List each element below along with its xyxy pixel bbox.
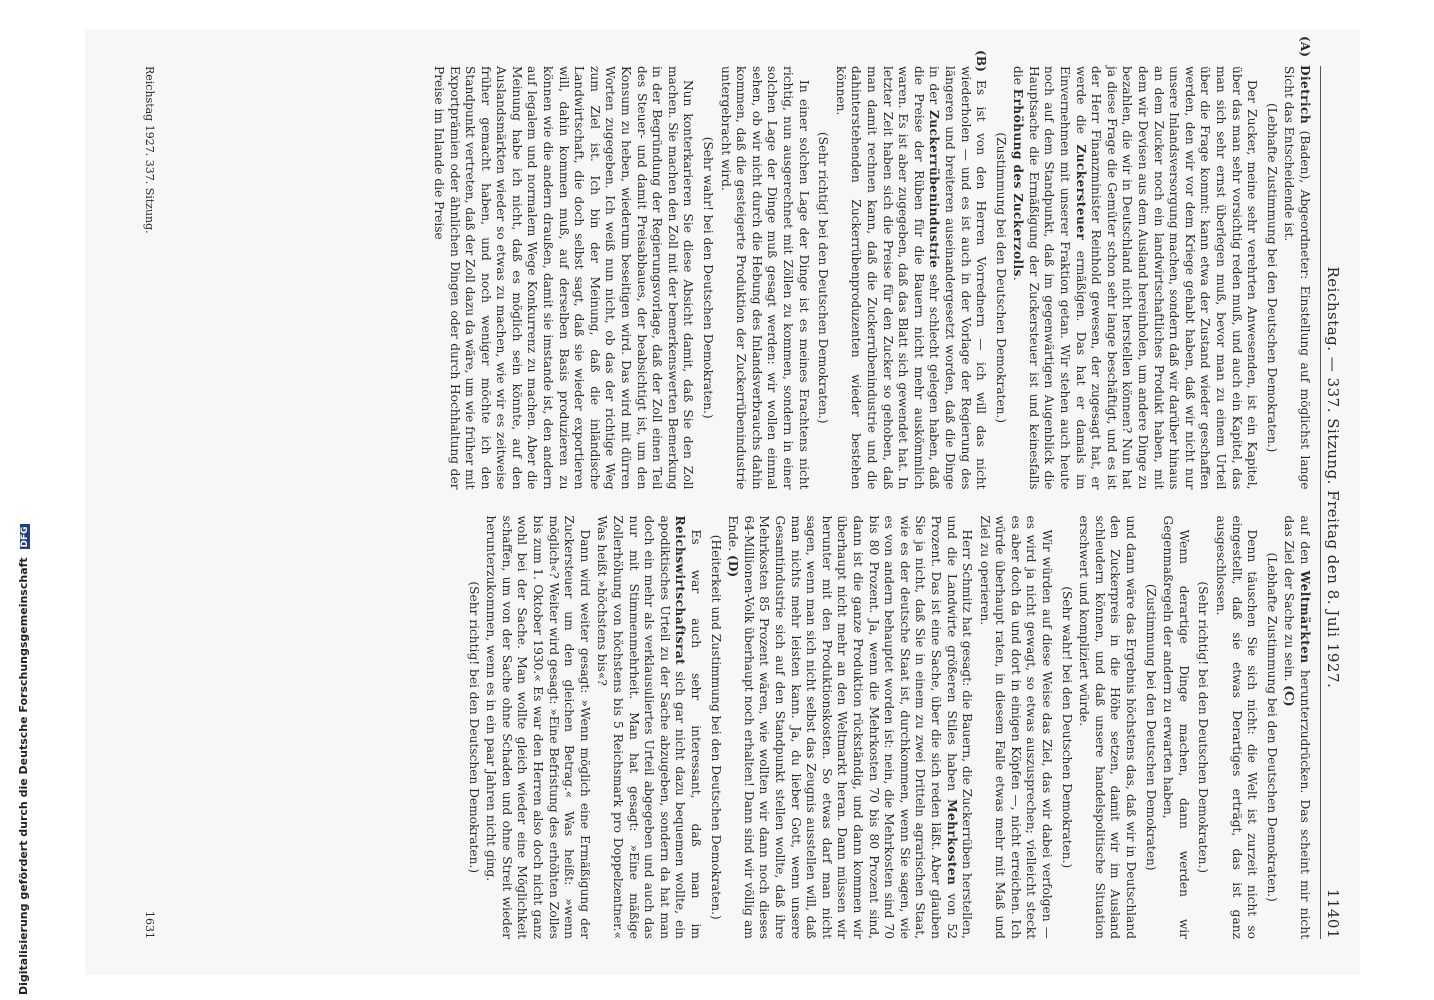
footer-session: Reichstag 1927. 337. Sitzung. (143, 66, 156, 234)
marker-c: (C) (1282, 685, 1297, 707)
paragraph-text: Herr Schmitz hat gesagt: die Bauern, die Zuckerrüben herstellen, und die Landwirte größeren Stiles haben (944, 515, 975, 939)
paragraph-text: Einstellung auf möglichst lange Sicht das Entscheidende ist. (1282, 66, 1312, 490)
credit-text: Digitalisierung gefördert durch die Deutsche Forschungsgemeinschaft (17, 557, 30, 995)
emphasis: Reichswirtschaftsrat (673, 515, 688, 666)
paragraph-text: sehr schlecht gelegen haben, daß die Preise der Rüben für die Bauern nicht mehr auskömmlich waren. Es ist aber zugegeben, daß das Blatt sich gewendet hat. In letzter Zeit haben sich die Preise für den Zucker so gehoben, daß man damit rechnen kann, daß die Zuckerrübenindustrie und die dahinterstehenden Zuckerrübenproduzenten wieder bestehen können. (833, 66, 942, 490)
column-right (162, 516, 1312, 940)
header-title: Reichstag. — 337. Sitzung. Freitag den 8. Juli 1927. (1324, 266, 1342, 689)
speaker-role: (Baden), Abgeordneter: (1298, 124, 1312, 280)
paragraph: Denn täuschen Sie sich nicht: die Welt ist zurzeit nicht so eingestellt, daß sie etwas Derartiges erträgt, das ist ganz ausgeschlossen. (1214, 515, 1260, 939)
paragraph (1281, 36, 1312, 490)
digitization-credit (0, 0, 30, 1000)
page-header (1320, 66, 1342, 939)
reaction: (Sehr richtig! bei den Deutschen Demokraten.) (1196, 581, 1211, 874)
text-columns (162, 36, 1312, 939)
speaker-name: Dietrich (1298, 65, 1312, 125)
emphasis: Zuckerrübenindustrie (927, 109, 942, 269)
emphasis: Weltmärkten (1298, 570, 1312, 664)
paragraph-text: Es ist von den Herren Vorrednern — ich will das nicht wiederholen — und es ist auch in der Vorlage der Regierung des längeren und breiteren auseinandergesetzt worden, daß die Dinge in der (927, 66, 989, 490)
column-left (162, 36, 1312, 490)
marker-b: (B) (974, 50, 989, 72)
paragraph: Wir würden auf diese Weise das Ziel, das wir dabei verfolgen — es wird ja nicht gewagt, so etwas auszusprechen; vielleicht steckt es aber doch da und dort in einigen Köpfen —, nicht erreichen. Ich würde überhaupt raten, in diesem Falle etwas mehr mit Maß und Ziel zu operieren. (977, 515, 1055, 939)
paragraph: Wenn derartige Dinge machen, dann werden wir Gegenmaßregeln der andern zu erwarten haben, (1161, 515, 1191, 939)
reaction: (Sehr wahr! bei den Deutschen Demokraten.) (701, 136, 716, 419)
page-number: 11401 (1324, 888, 1342, 939)
reaction: (Zustimmung bei den Deutschen Demokraten) (1143, 583, 1158, 871)
marker-d: (D) (726, 555, 741, 578)
page-content (85, 30, 1360, 975)
reaction: (Lebhafte Zustimmung bei den Deutschen Demokraten.) (1264, 103, 1279, 453)
emphasis: Zuckersteuer (1073, 144, 1088, 241)
paragraph-text: auf den (1298, 515, 1312, 571)
paragraph (594, 516, 703, 940)
reaction: (Sehr richtig! bei den Deutschen Demokraten.) (466, 581, 481, 874)
marker-a: (A) (1298, 36, 1312, 57)
dfg-logo: DFG (20, 526, 30, 548)
emphasis: Erhöhung des Zuckerzolls (1011, 88, 1026, 277)
paragraph-text: Es war auch sehr interessant, daß man im (689, 529, 704, 939)
paragraph-text: herunterzudrücken. Das scheint mir nicht das Ziel der Sache zu sein. (1282, 515, 1312, 939)
reaction: (Heiterkeit und Zustimmung bei den Deutschen Demokraten.) (708, 534, 723, 920)
paragraph (725, 516, 975, 940)
paragraph: Dann wird weiter gesagt: »Wenn möglich eine Ermäßigung der Zuckersteuer um den gleichen Betrag.« Was heißt: »wenn möglich«? Weiter wird gesagt: »Eine Befristung des erhöhten Zolles bis zum 1. Oktober 1930.« Es war den Herren also doch nicht ganz wohl bei der Sache. Man wollte gleich wieder eine Möglichkeit schaffen, um von der Sache ohne Schaden und ohne Streit wieder herunterzukommen, wenn es in ein paar Jahren nicht ging. (484, 515, 592, 939)
scanned-page (85, 30, 1360, 975)
reaction: (Sehr wahr! bei den Deutschen Demokraten.) (1059, 586, 1074, 869)
page-footer (143, 66, 156, 939)
paragraph: In einer solchen Lage der Dinge ist es meines Erachtens nicht richtig, nun ausgerechnet mit Zöllen zu kommen, sondern in einer solchen Lage der Dinge muß gesagt werden: wir wollen einmal sehen, ob wir nicht durch die Hebung des Inlandsverbrauchs dahin kommen, daß die gesteigerte Produktion der Zuckerrübenindustrie untergebracht wird. (718, 66, 811, 490)
reaction: (Lebhafte Zustimmung bei den Deutschen Demokraten.) (1264, 552, 1279, 902)
emphasis: Mehrkosten (944, 799, 959, 886)
paragraph (832, 50, 989, 490)
paragraph: Der Zucker, meine sehr verehrten Anwesenden, ist ein Kapitel, über das man sehr vorsichtig reden muß, und auch ein Kapitel, das man sich sehr ernst überlegen muß, bevor man zu einem Urteil über die Frage kommt: kann etwa der Zustand wieder geschaffen werden, den wir vor dem Kriege gehabt haben, daß wir nicht nur unsere Inlandsversorgung machen, sondern daß wir darüber hinaus an dem Zucker noch ein landwirtschaftliches Produkt haben, mit dem wir Devisen aus dem Ausland hereinholen, um andere Dinge zu bezahlen, die wir in Deutschland nicht herstellen können? Nun hat ja diese Frage die Gemüter schon sehr lange beschäftigt, und es ist der Herr Finanzminister Reinhold gewesen, der zugesagt hat, er werde die Zuckersteuer ermäßigen. Das hat er damals im Einvernehmen mit unserer Fraktion getan. Wir stehen auch heute noch auf dem Standpunkt, daß im gegenwärtigen Augenblick die Hauptsache die Ermäßigung der Zuckersteuer ist und keinesfalls die Erhöhung des Zuckerzolls. (1011, 66, 1260, 490)
paragraph-text: Der Zucker, meine sehr verehrten Anwesenden, ist ein Kapitel, über das man sehr vorsichtig reden muß, und auch ein Kapitel, das man sich sehr ernst überlegen muß, bevor man zu einem Urteil über die Frage kommt: kann etwa der Zustand wieder geschaffen werden, den wir vor dem Kriege gehabt haben, daß wir nicht nur unsere Inlandsversorgung machen, sondern daß wir darüber hinaus an dem Zucker noch ein landwirtschaftliches Produkt haben, mit dem wir Devisen aus dem Ausland hereinholen, um andere Dinge zu bezahlen, die wir in Deutschland nicht herstellen können? Nun hat ja diese Frage die Gemüter schon sehr lange beschäftigt, und es ist der Herr Finanzminister Reinhold gewesen, der zugesagt hat, er werde die (1073, 66, 1260, 490)
footer-number: 1631 (143, 911, 156, 939)
paragraph: und dann wäre das Ergebnis höchstens das, daß wir in Deutschland den Zuckerpreis in die Höhe setzen, damit wir im Ausland schleudern können, und daß unsere handelspolitische Situation erschwert und kompliziert würde. (1077, 515, 1139, 939)
paragraph: Nun konterkarieren Sie diese Absicht damit, daß Sie den Zoll machen. Sie machen den Zoll mit der bemerkenswerten Bemerkung in der Begründung der Regierungsvorlage, daß der Zoll einen Teil des Steuer- und damit Preisabbaues, der beabsichtigt ist, um den Konsum zu heben, wiederum beseitigen wird. Das wird mit dürren Worten zugegeben. Ich weiß nun nicht, ob das der richtige Weg zum Ziel ist. Ich bin der Meinung, daß die inländische Landwirtschaft, die doch selbst sagt, daß sie wieder exportieren will, dahin kommen muß, auf derselben Basis produzieren zu können wie die andern draußen, damit sie imstande ist, den andern auf legalem und normalem Wege Konkurrenz zu machen. Aber die Meinung habe ich nicht, daß es möglich sein könnte, auf den Auslandsmärkten wieder so etwas zu machen, wie wir es zeitweise früher gemacht haben, und noch weniger möchte ich den Standpunkt vertreten, daß der Zoll dazu da wäre, um wie früher mit Exportprämien oder ähnlichen Dingen oder durch Hochhaltung der Preise im Inlande die Preise (431, 66, 696, 490)
paragraph-text: ermäßigen. Das hat er damals im Einvernehmen mit unserer Fraktion getan. Wir stehen auch heute noch auf dem Standpunkt, daß im gegenwärtigen Augenblick die Hauptsache die Ermäßigung der Zuckersteuer ist und keinesfalls die (1011, 66, 1088, 490)
paragraph-text: von 52 Prozent. Das ist eine Sache, über die sich reden läßt. Aber glauben Sie ja nicht, daß Sie in einem zu zwei Dritteln agrarischen Staat, wie es der deutsche Staat ist, durchkommen, wenn Sie sagen, wie es von andern behauptet worden ist: nein, die Mehrkosten sind 70 bis 80 Prozent. Ja, wenn die Mehrkosten 70 bis 80 Prozent sind, dann ist die ganze Produktion rückständig, und dann kommen wir überhaupt nicht mehr an den Weltmarkt heran. Dann müssen wir herunter mit den Produktionskosten. So etwas darf man nicht sagen, wenn man sich nicht selbst das Zeugnis ausstellen will, daß man nichts mehr leisten kann. Ja, du lieber Gott, wenn unsere Gesamtindustrie sich auf den Standpunkt stellen wollte, daß ihre Mehrkosten 85 Prozent wären, wie wollten wir dann noch dieses 64-Millionen-Volk überhaupt noch erhalten! Dann sind wir völlig am Ende. (726, 515, 959, 939)
paragraph (1281, 516, 1312, 940)
reaction: (Sehr richtig! bei den Deutschen Demokraten.) (816, 131, 831, 424)
paragraph-text: sich gar nicht dazu bequemen wollte, ein apodiktisches Urteil zu der Sache abzugeben, sondern da hat man doch ein mehr als verklausuliertes Urteil abgegeben und auch das nur mit Stimmenmehrheit. Man hat gesagt: »Eine mäßige Zollerhöhung von höchstens bis 5 Reichsmark pro Doppelzentner.« Was heißt »höchstens bis«? (595, 515, 688, 939)
reaction: (Zustimmung bei den Deutschen Demokraten.) (993, 132, 1008, 424)
